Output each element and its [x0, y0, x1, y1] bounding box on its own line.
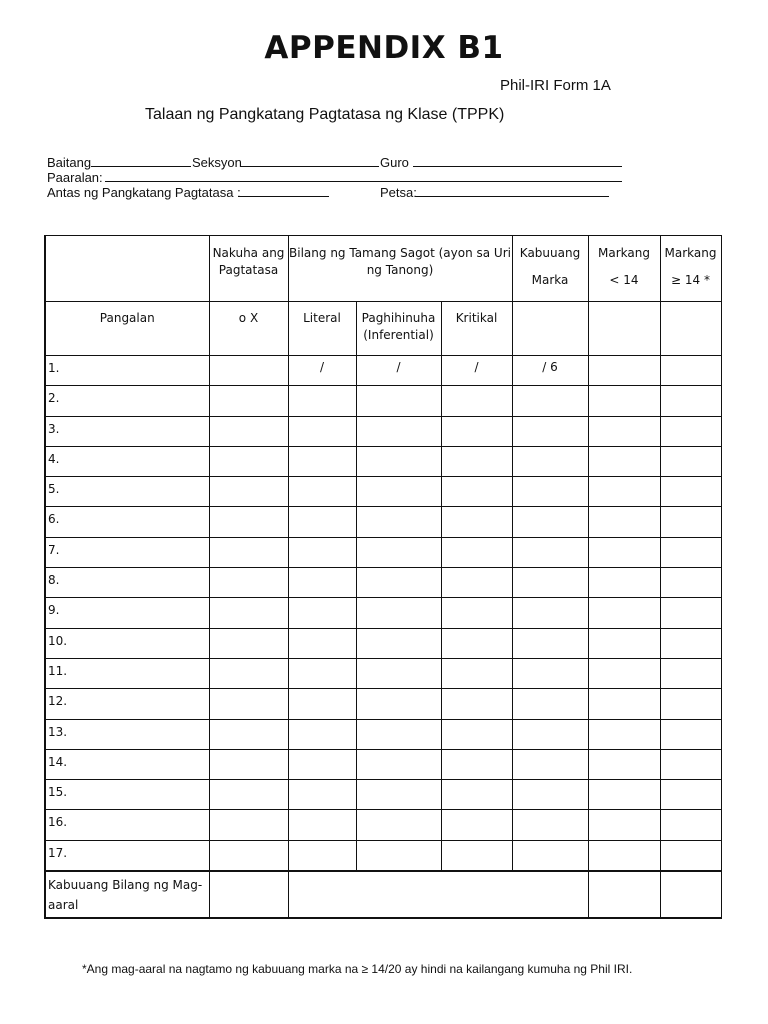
cell-literal[interactable] [288, 749, 356, 779]
header-pangalan: Pangalan [45, 302, 209, 356]
cell-paghihinuha[interactable] [356, 810, 441, 840]
cell-kabuuang[interactable] [512, 689, 588, 719]
row-number[interactable]: 13. [45, 719, 209, 749]
cell-literal[interactable] [288, 507, 356, 537]
table-row [45, 568, 721, 598]
cell-paghihinuha[interactable] [356, 749, 441, 779]
cell-markang-lt[interactable] [588, 507, 660, 537]
form-label: Phil-IRI Form 1A [500, 77, 611, 94]
cell-ox[interactable] [209, 658, 288, 688]
cell-kabuuang[interactable] [512, 719, 588, 749]
header-empty-ge [660, 302, 721, 356]
cell-markang-lt[interactable] [588, 386, 660, 416]
cell-ox[interactable] [209, 507, 288, 537]
cell-markang-ge[interactable] [660, 780, 721, 810]
cell-literal[interactable] [288, 719, 356, 749]
table-row [45, 749, 721, 779]
row-number[interactable]: 8. [45, 568, 209, 598]
cell-markang-lt[interactable] [588, 719, 660, 749]
antas-blank[interactable] [238, 185, 329, 197]
guro-label: Guro [380, 155, 409, 170]
header-empty-kabuuang [512, 302, 588, 356]
cell-literal[interactable] [288, 628, 356, 658]
cell-literal[interactable] [288, 658, 356, 688]
cell-markang-lt[interactable] [588, 568, 660, 598]
cell-kritikal[interactable] [441, 780, 512, 810]
cell-kritikal[interactable] [441, 598, 512, 628]
row-number[interactable]: 14. [45, 749, 209, 779]
row-number[interactable]: 9. [45, 598, 209, 628]
table-row [45, 446, 721, 476]
cell-markang-ge[interactable] [660, 658, 721, 688]
cell-markang-lt[interactable] [588, 810, 660, 840]
cell-kabuuang[interactable] [512, 446, 588, 476]
paaralan-blank[interactable] [105, 170, 622, 182]
cell-markang-ge[interactable] [660, 598, 721, 628]
table-row [45, 598, 721, 628]
cell-markang-ge[interactable] [660, 628, 721, 658]
cell-literal[interactable] [288, 568, 356, 598]
cell-kabuuang[interactable] [512, 537, 588, 567]
row-number[interactable]: 10. [45, 628, 209, 658]
table-row [45, 780, 721, 810]
cell-markang-ge[interactable] [660, 689, 721, 719]
cell-kabuuang[interactable] [512, 628, 588, 658]
cell-paghihinuha[interactable] [356, 780, 441, 810]
cell-markang-lt[interactable] [588, 689, 660, 719]
cell-paghihinuha[interactable] [356, 477, 441, 507]
header-empty-lt [588, 302, 660, 356]
cell-paghihinuha[interactable] [356, 719, 441, 749]
cell-ox[interactable] [209, 416, 288, 446]
cell-ox[interactable] [209, 537, 288, 567]
cell-markang-lt[interactable] [588, 356, 660, 386]
table-row [45, 628, 721, 658]
cell-kritikal[interactable] [441, 568, 512, 598]
cell-kritikal[interactable] [441, 749, 512, 779]
header-markang-lt: Markang < 14 [588, 236, 660, 302]
antas-label: Antas ng Pangkatang Pagtatasa : [47, 185, 241, 200]
cell-literal[interactable] [288, 598, 356, 628]
table-row [45, 840, 721, 870]
cell-literal[interactable] [288, 416, 356, 446]
cell-markang-ge[interactable] [660, 386, 721, 416]
seksyon-label: Seksyon [192, 155, 242, 170]
cell-kritikal[interactable] [441, 386, 512, 416]
baitang-blank[interactable] [91, 155, 191, 167]
cell-kritikal[interactable]: / [441, 356, 512, 386]
row-number[interactable]: 16. [45, 810, 209, 840]
cell-kabuuang[interactable] [512, 749, 588, 779]
table-row [45, 416, 721, 446]
row-number[interactable]: 5. [45, 477, 209, 507]
cell-ox[interactable] [209, 840, 288, 870]
cell-ox[interactable] [209, 356, 288, 386]
cell-markang-lt[interactable] [588, 477, 660, 507]
header-ox: o X [209, 302, 288, 356]
cell-markang-ge[interactable] [660, 356, 721, 386]
total-lt-cell[interactable] [588, 871, 660, 918]
header-row-2 [45, 302, 721, 356]
total-ge-cell[interactable] [660, 871, 721, 918]
header-markang-ge: Markang ≥ 14 * [660, 236, 721, 302]
seksyon-blank[interactable] [241, 155, 379, 167]
cell-literal[interactable] [288, 537, 356, 567]
total-ox-cell[interactable] [209, 871, 288, 918]
row-number[interactable]: 3. [45, 416, 209, 446]
cell-markang-ge[interactable] [660, 840, 721, 870]
cell-kabuuang[interactable] [512, 416, 588, 446]
row-number[interactable]: 7. [45, 537, 209, 567]
cell-kritikal[interactable] [441, 477, 512, 507]
cell-paghihinuha[interactable] [356, 416, 441, 446]
cell-markang-lt[interactable] [588, 628, 660, 658]
cell-markang-ge[interactable] [660, 810, 721, 840]
cell-kabuuang[interactable] [512, 568, 588, 598]
cell-kritikal[interactable] [441, 810, 512, 840]
table-row [45, 719, 721, 749]
cell-kabuuang[interactable] [512, 477, 588, 507]
cell-kabuuang[interactable]: / 6 [512, 356, 588, 386]
cell-markang-ge[interactable] [660, 416, 721, 446]
cell-markang-lt[interactable] [588, 840, 660, 870]
table-row [45, 477, 721, 507]
cell-kabuuang[interactable] [512, 386, 588, 416]
cell-paghihinuha[interactable] [356, 568, 441, 598]
cell-kritikal[interactable] [441, 507, 512, 537]
cell-kabuuang[interactable] [512, 598, 588, 628]
cell-kritikal[interactable] [441, 446, 512, 476]
row-number[interactable]: 6. [45, 507, 209, 537]
header-literal: Literal [288, 302, 356, 356]
cell-markang-lt[interactable] [588, 537, 660, 567]
cell-literal[interactable] [288, 840, 356, 870]
row-number[interactable]: 2. [45, 386, 209, 416]
table-row [45, 356, 721, 386]
header-kabuuang: Kabuuang Marka [512, 236, 588, 302]
cell-markang-lt[interactable] [588, 598, 660, 628]
table-row [45, 537, 721, 567]
table-row [45, 386, 721, 416]
cell-kabuuang[interactable] [512, 810, 588, 840]
cell-ox[interactable] [209, 386, 288, 416]
cell-markang-ge[interactable] [660, 446, 721, 476]
cell-ox[interactable] [209, 477, 288, 507]
cell-literal[interactable]: / [288, 356, 356, 386]
total-merged-cell[interactable] [288, 871, 588, 918]
cell-ox[interactable] [209, 810, 288, 840]
form-subtitle: Talaan ng Pangkatang Pagtatasa ng Klase (TPPK) [145, 106, 505, 123]
cell-kabuuang[interactable] [512, 780, 588, 810]
footnote: *Ang mag-aaral na nagtamo ng kabuuang marka na ≥ 14/20 ay hindi na kailangang kumuha ng Phil IRI. [82, 962, 633, 976]
total-label: Kabuuang Bilang ng Mag-aaral [45, 871, 209, 918]
cell-kabuuang[interactable] [512, 507, 588, 537]
cell-markang-ge[interactable] [660, 507, 721, 537]
cell-paghihinuha[interactable] [356, 507, 441, 537]
cell-literal[interactable] [288, 386, 356, 416]
cell-ox[interactable] [209, 628, 288, 658]
page-title: APPENDIX B1 [264, 30, 504, 66]
cell-ox[interactable] [209, 719, 288, 749]
total-row [45, 871, 721, 918]
cell-paghihinuha[interactable] [356, 446, 441, 476]
cell-paghihinuha[interactable] [356, 598, 441, 628]
cell-ox[interactable] [209, 446, 288, 476]
cell-markang-lt[interactable] [588, 749, 660, 779]
header-row-1 [45, 236, 721, 302]
cell-paghihinuha[interactable] [356, 658, 441, 688]
cell-paghihinuha[interactable] [356, 840, 441, 870]
cell-paghihinuha[interactable] [356, 628, 441, 658]
cell-markang-lt[interactable] [588, 446, 660, 476]
cell-kritikal[interactable] [441, 719, 512, 749]
cell-kritikal[interactable] [441, 416, 512, 446]
cell-ox[interactable] [209, 689, 288, 719]
cell-paghihinuha[interactable] [356, 537, 441, 567]
cell-kabuuang[interactable] [512, 658, 588, 688]
cell-literal[interactable] [288, 689, 356, 719]
cell-paghihinuha[interactable] [356, 689, 441, 719]
cell-markang-ge[interactable] [660, 749, 721, 779]
cell-literal[interactable] [288, 810, 356, 840]
row-number[interactable]: 11. [45, 658, 209, 688]
petsa-label: Petsa: [380, 185, 417, 200]
row-number[interactable]: 15. [45, 780, 209, 810]
cell-ox[interactable] [209, 780, 288, 810]
cell-markang-lt[interactable] [588, 780, 660, 810]
header-paghihinuha: Paghihinuha (Inferential) [356, 302, 441, 356]
header-nakuha: Nakuha ang Pagtatasa [209, 236, 288, 302]
cell-markang-ge[interactable] [660, 568, 721, 598]
cell-ox[interactable] [209, 749, 288, 779]
cell-markang-ge[interactable] [660, 477, 721, 507]
row-number[interactable]: 4. [45, 446, 209, 476]
table-row [45, 507, 721, 537]
cell-markang-lt[interactable] [588, 658, 660, 688]
cell-paghihinuha[interactable] [356, 386, 441, 416]
table-row [45, 689, 721, 719]
guro-blank[interactable] [413, 155, 622, 167]
cell-literal[interactable] [288, 477, 356, 507]
header-kritikal: Kritikal [441, 302, 512, 356]
header-empty-cell [45, 236, 209, 302]
table-row [45, 810, 721, 840]
cell-ox[interactable] [209, 568, 288, 598]
row-number[interactable]: 1. [45, 356, 209, 386]
paaralan-label: Paaralan: [47, 170, 103, 185]
cell-literal[interactable] [288, 446, 356, 476]
cell-literal[interactable] [288, 780, 356, 810]
table-row [45, 658, 721, 688]
petsa-blank[interactable] [415, 185, 609, 197]
row-number[interactable]: 17. [45, 840, 209, 870]
cell-kritikal[interactable] [441, 537, 512, 567]
cell-markang-ge[interactable] [660, 719, 721, 749]
baitang-label: Baitang [47, 155, 92, 170]
cell-markang-lt[interactable] [588, 416, 660, 446]
cell-paghihinuha[interactable]: / [356, 356, 441, 386]
cell-kabuuang[interactable] [512, 840, 588, 870]
tppk-table [44, 235, 722, 919]
cell-kritikal[interactable] [441, 689, 512, 719]
header-bilang: Bilang ng Tamang Sagot (ayon sa Uri ng Tanong) [288, 236, 512, 302]
row-number[interactable]: 12. [45, 689, 209, 719]
cell-kritikal[interactable] [441, 658, 512, 688]
cell-kritikal[interactable] [441, 628, 512, 658]
cell-ox[interactable] [209, 598, 288, 628]
cell-markang-ge[interactable] [660, 537, 721, 567]
cell-kritikal[interactable] [441, 840, 512, 870]
